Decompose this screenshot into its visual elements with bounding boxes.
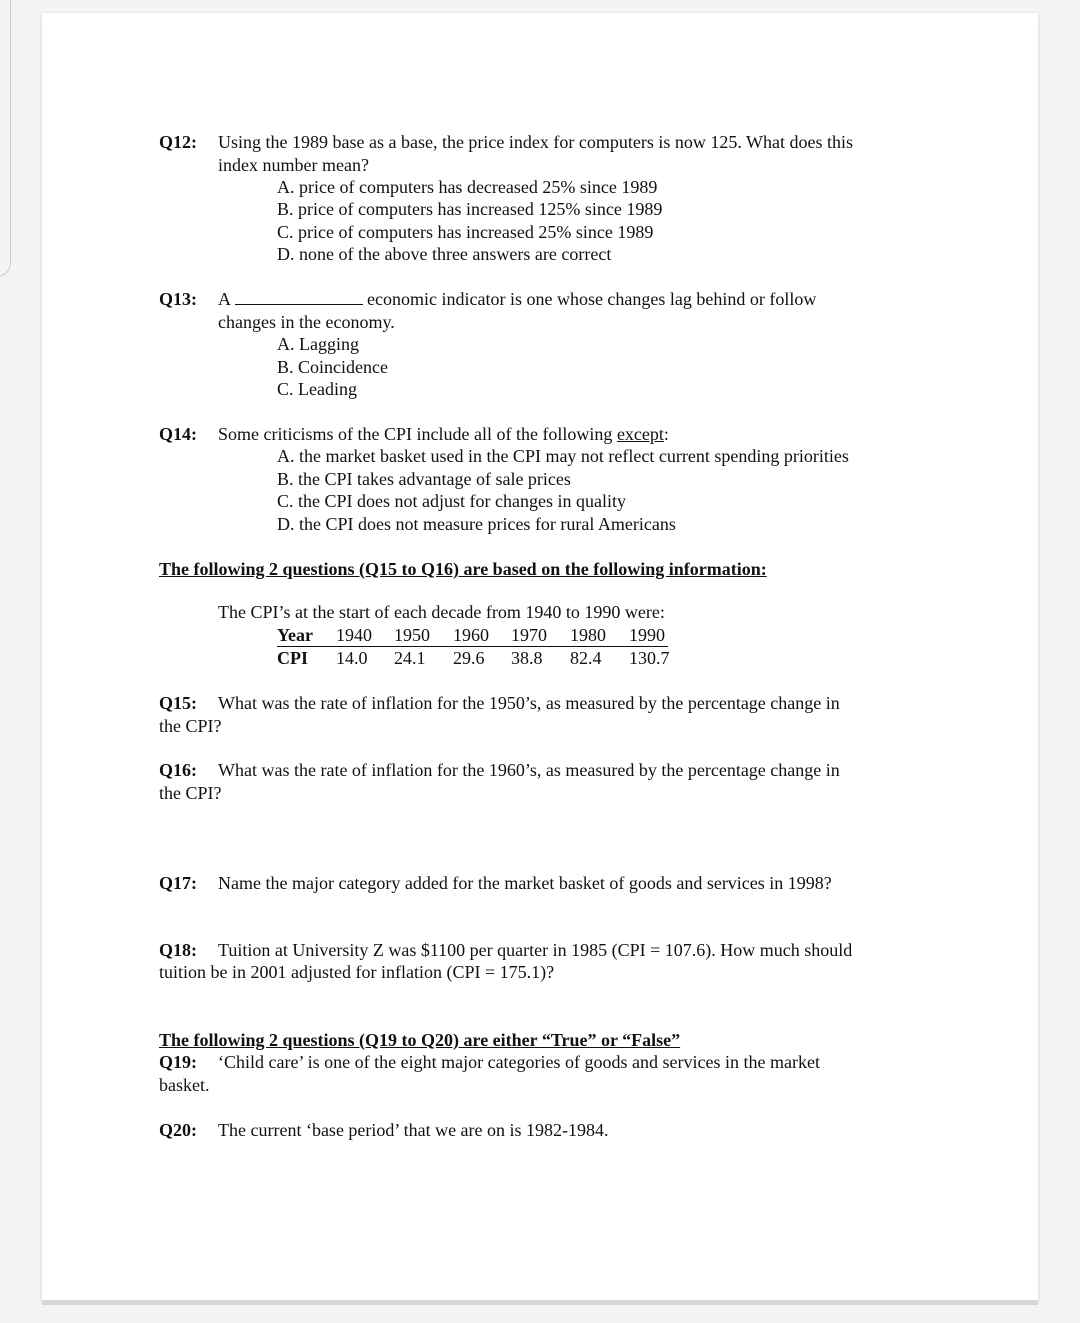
cpi-table-value: 38.8 <box>511 648 543 668</box>
q20-text: The current ‘base period’ that we are on is 1982-1984. <box>218 1120 609 1140</box>
cpi-table-year: 1960 <box>453 625 489 645</box>
q12-option-c: C. price of computers has increased 25% since 1989 <box>277 222 654 242</box>
cpi-table-value: 82.4 <box>570 648 602 668</box>
q14-option-b: B. the CPI takes advantage of sale prices <box>277 469 571 489</box>
q12-option-d: D. none of the above three answers are correct <box>277 244 612 264</box>
q18-text-line2: tuition be in 2001 adjusted for inflation (CPI = 175.1)? <box>159 962 555 982</box>
q14-suffix: : <box>663 424 669 444</box>
q12-label: Q12: <box>159 132 197 152</box>
q14-emphasis: except <box>616 424 664 444</box>
q16-text-line2: the CPI? <box>159 783 222 803</box>
cpi-table-year-label: Year <box>277 625 313 645</box>
q13-text-line2: changes in the economy. <box>218 312 395 332</box>
q19-text-line1: ‘Child care’ is one of the eight major categories of goods and services in the market <box>218 1052 820 1072</box>
cpi-table-value: 130.7 <box>629 648 670 668</box>
q12-option-b: B. price of computers has increased 125% since 1989 <box>277 199 663 219</box>
section-heading-q15-q16: The following 2 questions (Q15 to Q16) are based on the following information: <box>159 559 767 579</box>
cpi-table-year: 1990 <box>629 625 665 645</box>
cpi-table-year: 1980 <box>570 625 606 645</box>
cpi-table-year: 1950 <box>394 625 430 645</box>
q14-text <box>218 423 669 445</box>
q13-option-a: A. Lagging <box>277 334 359 354</box>
q15-text-line1: What was the rate of inflation for the 1950’s, as measured by the percentage change in <box>218 693 840 713</box>
q13-option-c: C. Leading <box>277 379 357 399</box>
q13-blank <box>235 290 363 305</box>
cpi-table-value: 24.1 <box>394 648 426 668</box>
section-heading-q19-q20: The following 2 questions (Q19 to Q20) are either “True” or “False” <box>159 1030 681 1050</box>
q13-text-line1 <box>218 288 816 310</box>
viewer-edge-decoration <box>0 0 11 277</box>
cpi-table-year: 1940 <box>336 625 372 645</box>
q14-option-d: D. the CPI does not measure prices for rural Americans <box>277 514 676 534</box>
q18-text-line1: Tuition at University Z was $1100 per quarter in 1985 (CPI = 107.6). How much should <box>218 940 853 960</box>
q18-label: Q18: <box>159 940 197 960</box>
cpi-table-cpi-label: CPI <box>277 648 308 668</box>
cpi-table-value: 14.0 <box>336 648 368 668</box>
page-bottom-edge <box>42 1300 1038 1305</box>
q19-text-line2: basket. <box>159 1075 210 1095</box>
q12-text-line1: Using the 1989 base as a base, the price index for computers is now 125. What does this <box>218 132 854 152</box>
q17-label: Q17: <box>159 873 197 893</box>
q13-label: Q13: <box>159 289 197 309</box>
q15-text-line2: the CPI? <box>159 716 222 736</box>
q12-text-line2: index number mean? <box>218 155 369 175</box>
q14-text-main: Some criticisms of the CPI include all of the following <box>218 424 617 444</box>
q15-label: Q15: <box>159 693 197 713</box>
q16-text-line1: What was the rate of inflation for the 1960’s, as measured by the percentage change in <box>218 760 840 780</box>
q13-text-main: economic indicator is one whose changes lag behind or follow <box>367 289 817 309</box>
q20-label: Q20: <box>159 1120 197 1140</box>
cpi-table-year: 1970 <box>511 625 547 645</box>
q17-text: Name the major category added for the market basket of goods and services in 1998? <box>218 873 832 893</box>
q14-label: Q14: <box>159 424 197 444</box>
q19-label: Q19: <box>159 1052 197 1072</box>
q12-option-a: A. price of computers has decreased 25% since 1989 <box>277 177 658 197</box>
q13-prefix: A <box>218 289 231 309</box>
q13-option-b: B. Coincidence <box>277 357 388 377</box>
q16-label: Q16: <box>159 760 197 780</box>
cpi-table-value: 29.6 <box>453 648 485 668</box>
cpi-intro: The CPI’s at the start of each decade from 1940 to 1990 were: <box>218 602 665 622</box>
q14-option-c: C. the CPI does not adjust for changes in quality <box>277 491 626 511</box>
q14-option-a: A. the market basket used in the CPI may not reflect current spending priorities <box>277 446 849 466</box>
